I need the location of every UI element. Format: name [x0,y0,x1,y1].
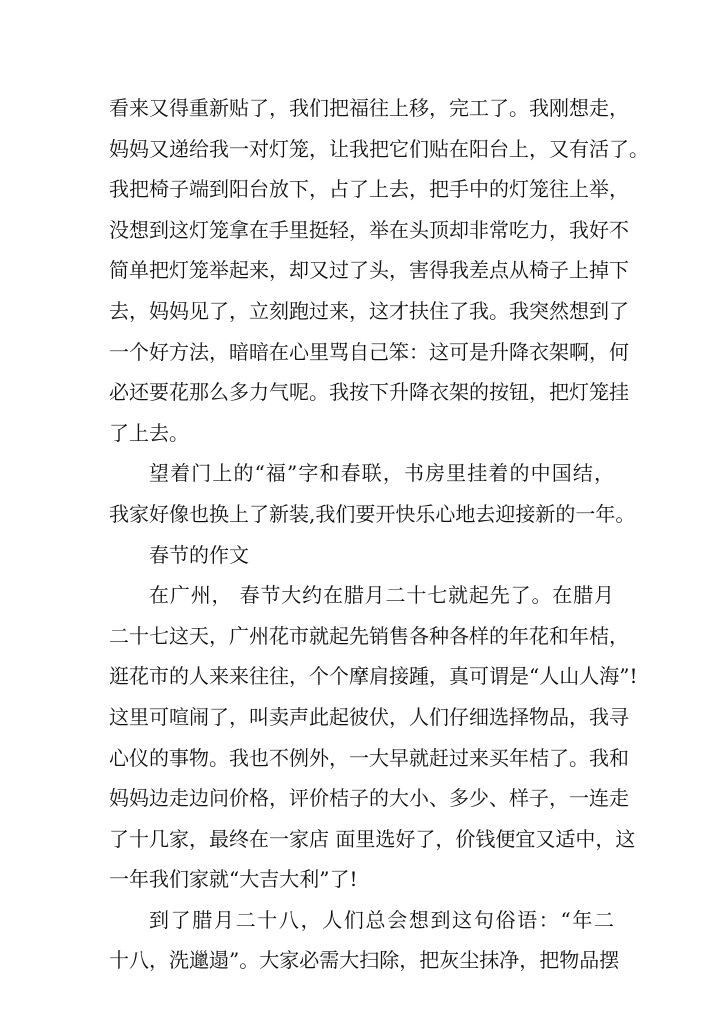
text-line: 春节的作文 [149,542,249,567]
text-line: 十八，洗邋遢”。大家必需大扫除，把灰尘抹净，把物品摆 [109,948,620,973]
text-line: 我把椅子端到阳台放下，占了上去，把手中的灯笼往上举， [109,177,629,202]
text-line: 了十几家，最终在一家店 面里选好了，价钱便宜又适中，这 [109,826,636,851]
text-line: 到了腊月二十八，人们总会想到这句俗语：“年二 [149,907,614,932]
text-line: 了上去。 [109,420,189,445]
text-line: 必还要花那么多力气呢。我按下升降衣架的按钮，把灯笼挂 [109,380,629,405]
text-line: 没想到这灯笼拿在手里挺轻，举在头顶却非常吃力，我好不 [109,217,629,242]
text-line: 去，妈妈见了，立刻跑过来，这才扶住了我。我突然想到了 [109,298,629,323]
text-line: 这里可喧闹了，叫卖声此起彼伏，人们仔细选择物品，我寻 [109,704,629,729]
text-line: 心仪的事物。我也不例外，一大早就赶过来买年桔了。我和 [109,745,629,770]
text-line: 简单把灯笼举起来，却又过了头，害得我差点从椅子上掉下 [109,258,629,283]
text-line: 妈妈又递给我一对灯笼，让我把它们贴在阳台上，又有活了。 [109,136,649,161]
text-line: 一年我们家就“大吉大利”了! [109,867,358,892]
text-line: 二十七这天，广州花市就起先销售各种各样的年花和年桔， [109,623,629,648]
article-body [109,88,649,981]
text-line: 看来又得重新贴了，我们把福往上移，完工了。我刚想走， [109,96,629,120]
text-line: 在广州， 春节大约在腊月二十七就起先了。在腊月 [149,583,614,608]
text-line: 望着门上的“福”字和春联，书房里挂着的中国结， [149,461,614,486]
text-line: 我家好像也换上了新装,我们要开快乐心地去迎接新的一年。 [109,501,636,526]
text-line: 一个好方法，暗暗在心里骂自己笨：这可是升降衣架啊，何 [109,339,629,364]
text-line: 逛花市的人来来往往，个个摩肩接踵，真可谓是“人山人海”! [109,664,638,689]
text-line: 妈妈边走边问价格，评价桔子的大小、多少、样子，一连走 [109,786,629,811]
